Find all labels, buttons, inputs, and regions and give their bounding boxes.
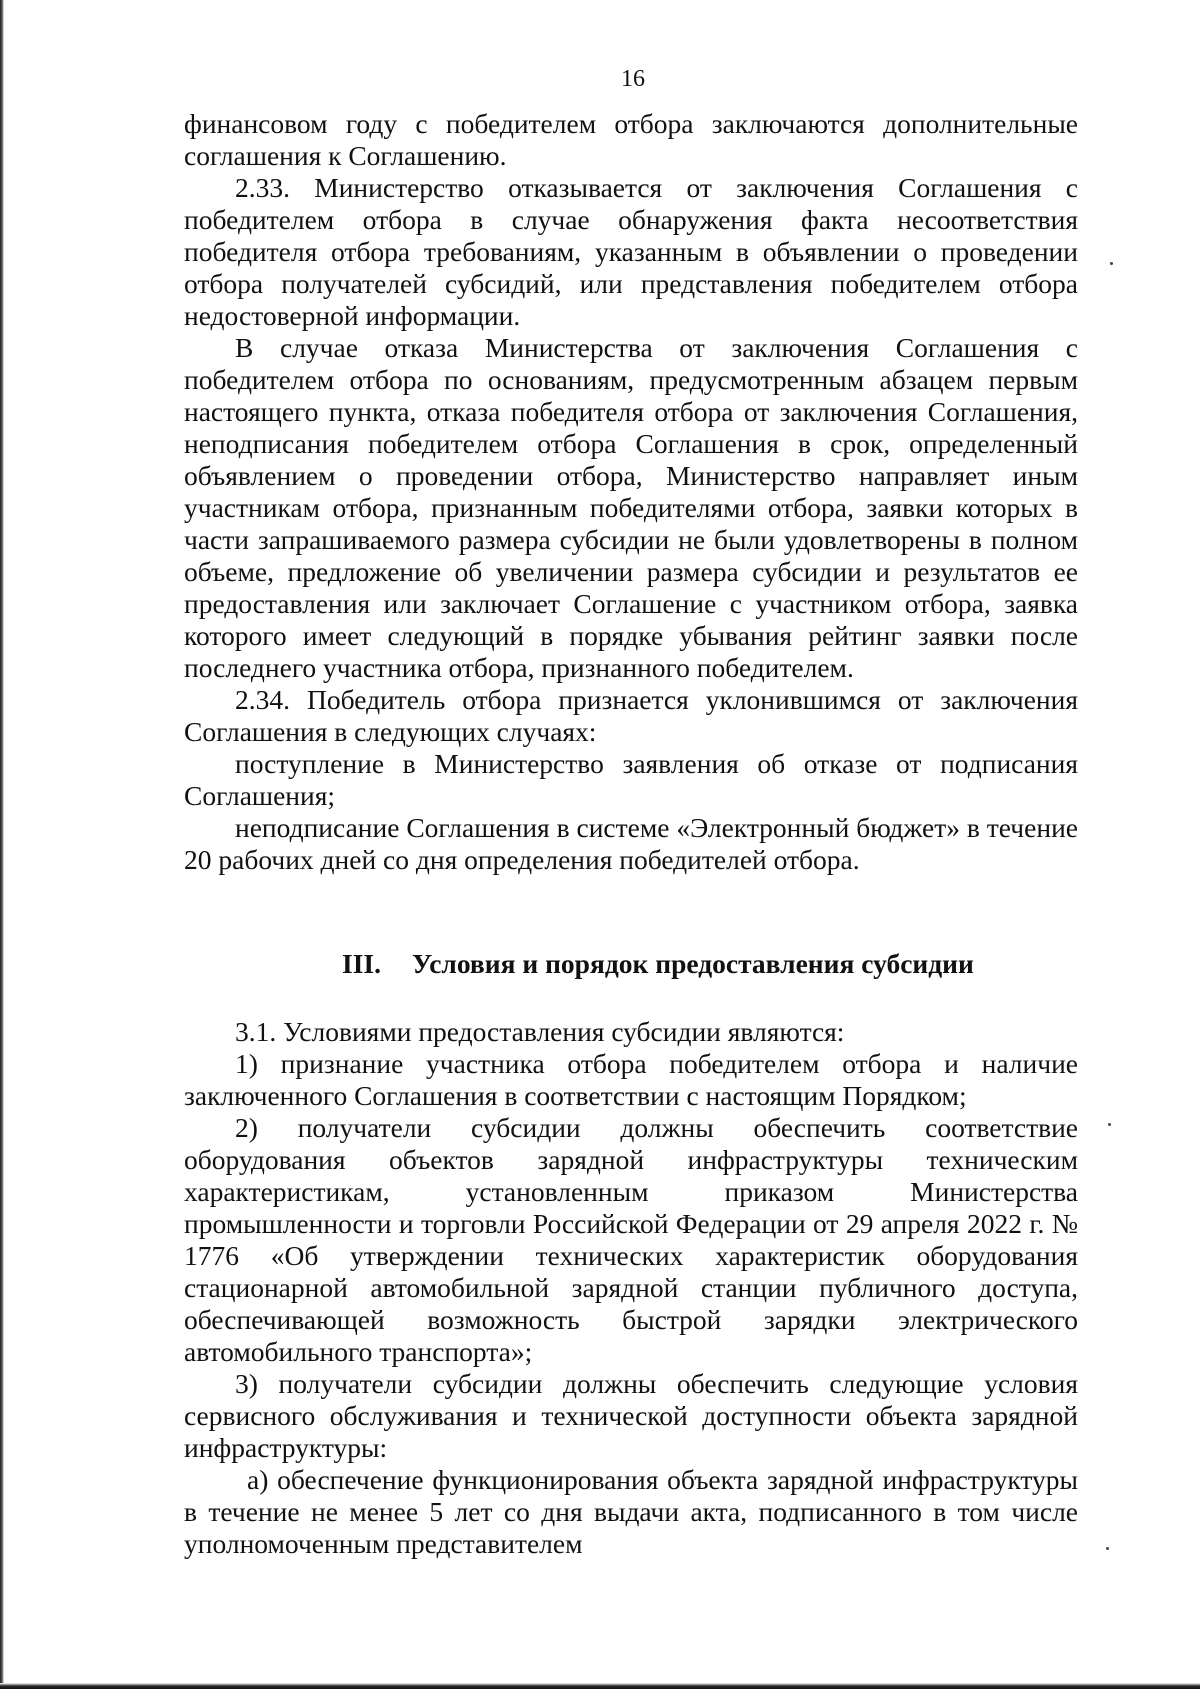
section-heading bbox=[184, 948, 1078, 980]
paragraph: В случае отказа Министерства от заключения Соглашения с победителем отбора по основаниям, предусмотренным абзацем первым настоящего пункта, отказа победителя отбора от заключения Соглашения, неподписания победителем отбора Соглашения в срок, определенный объявлением о проведении отбора, Министерство направляет иным участникам отбора, признанным победителями отбора, заявки которых в части запрашиваемого размера субсидии не были удовлетворены в полном объеме, предложение об увеличении размера субсидии и результатов ее предоставления или заключает Соглашение с участником отбора, заявка которого имеет следующий в порядке убывания рейтинг заявки после последнего участника отбора, признанного победителем. bbox=[184, 332, 1078, 683]
section-number: III. bbox=[342, 948, 381, 979]
scan-edge-left bbox=[0, 0, 4, 1689]
paragraph: 1) признание участника отбора победителем отбора и наличие заключенного Соглашения в соответствии с настоящим Порядком; bbox=[184, 1048, 1078, 1111]
paragraph: поступление в Министерство заявления об отказе от подписания Соглашения; bbox=[184, 748, 1078, 811]
page-number: 16 bbox=[621, 66, 645, 92]
paragraphs-before-section bbox=[184, 108, 1078, 876]
paragraph: неподписание Соглашения в системе «Электронный бюджет» в течение 20 рабочих дней со дня определения победителей отбора. bbox=[184, 812, 1078, 875]
paragraph: финансовом году с победителем отбора заключаются дополнительные соглашения к Соглашению. bbox=[184, 108, 1078, 171]
scan-speck bbox=[1110, 262, 1113, 265]
document-body bbox=[184, 108, 1078, 1560]
paragraph: 2) получатели субсидии должны обеспечить соответствие оборудования объектов зарядной инфраструктуры техническим характеристикам, установленным приказом Министерства промышленности и торговли Российской Федерации от 29 апреля 2022 г. № 1776 «Об утверждении технических характеристик оборудования стационарной автомобильной зарядной станции публичного доступа, обеспечивающей возможность быстрой зарядки электрического автомобильного транспорта»; bbox=[184, 1112, 1078, 1367]
paragraph: 2.33. Министерство отказывается от заключения Соглашения с победителем отбора в случае обнаружения факта несоответствия победителя отбора требованиям, указанным в объявлении о проведении отбора получателей субсидий, или представления победителем отбора недостоверной информации. bbox=[184, 172, 1078, 331]
section-title: Условия и порядок предоставления субсидии bbox=[412, 948, 974, 979]
paragraphs-after-section bbox=[184, 1016, 1078, 1560]
scan-edge-bottom bbox=[0, 1683, 1200, 1689]
paragraph: 3) получатели субсидии должны обеспечить следующие условия сервисного обслуживания и технической доступности объекта зарядной инфраструктуры: bbox=[184, 1368, 1078, 1463]
scan-speck bbox=[1106, 1547, 1109, 1550]
paragraph: 2.34. Победитель отбора признается уклонившимся от заключения Соглашения в следующих случаях: bbox=[184, 684, 1078, 747]
paragraph: 3.1. Условиями предоставления субсидии являются: bbox=[235, 1016, 845, 1047]
scan-speck bbox=[1108, 1123, 1111, 1126]
paragraph: а) обеспечение функционирования объекта зарядной инфраструктуры в течение не менее 5 лет со дня выдачи акта, подписанного в том числе уполномоченным представителем bbox=[184, 1464, 1078, 1559]
